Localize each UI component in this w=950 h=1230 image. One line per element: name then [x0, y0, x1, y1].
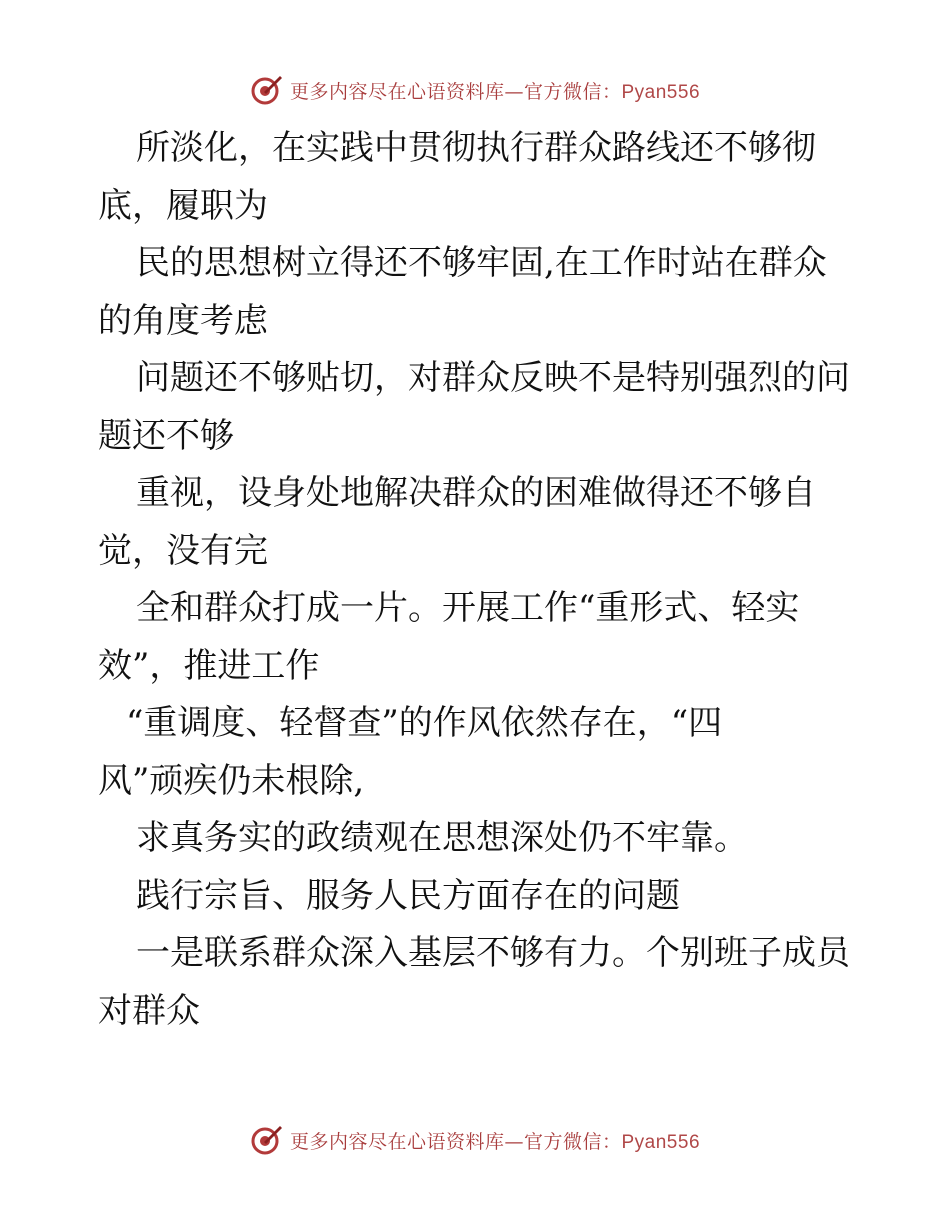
header-banner [0, 70, 950, 110]
footer-banner-label: 更多内容尽在心语资料库—官方微信： [289, 1130, 622, 1153]
text-line: 对群众 [98, 990, 200, 1031]
header-banner-id: Pyan556 [621, 81, 701, 103]
text-line: 底，履职为 [98, 185, 268, 226]
text-line: 所淡化，在实践中贯彻执行群众路线还不够彻 [136, 128, 816, 168]
text-line: 民的思想树立得还不够牢固,在工作时站在群众 [136, 243, 827, 283]
text-line: 风”顽疾仍未根除, [98, 760, 365, 801]
document-body [98, 120, 858, 1040]
text-line: 求真务实的政绩观在思想深处仍不牢靠。 [136, 818, 748, 858]
text-line: 觉，没有完 [98, 530, 268, 571]
pen-logo-icon [250, 1123, 284, 1157]
text-line: 问题还不够贴切，对群众反映不是特别强烈的问 [136, 358, 850, 398]
text-line: 效”，推进工作 [98, 645, 320, 686]
text-line: “重调度、轻督查”的作风依然存在，“四 [126, 703, 723, 743]
header-banner-text [290, 77, 700, 104]
footer-banner-id: Pyan556 [621, 1131, 701, 1153]
header-banner-label: 更多内容尽在心语资料库—官方微信： [289, 80, 622, 103]
text-line: 践行宗旨、服务人民方面存在的问题 [136, 875, 680, 916]
text-line: 一是联系群众深入基层不够有力。个别班子成员 [136, 933, 850, 973]
text-line: 重视，设身处地解决群众的困难做得还不够自 [136, 473, 816, 513]
pen-logo-icon [250, 73, 284, 107]
text-line: 的角度考虑 [98, 300, 268, 341]
text-line: 题还不够 [98, 415, 234, 456]
footer-banner [0, 1120, 950, 1160]
text-line: 全和群众打成一片。开展工作“重形式、轻实 [136, 588, 800, 628]
footer-banner-text [290, 1127, 700, 1154]
